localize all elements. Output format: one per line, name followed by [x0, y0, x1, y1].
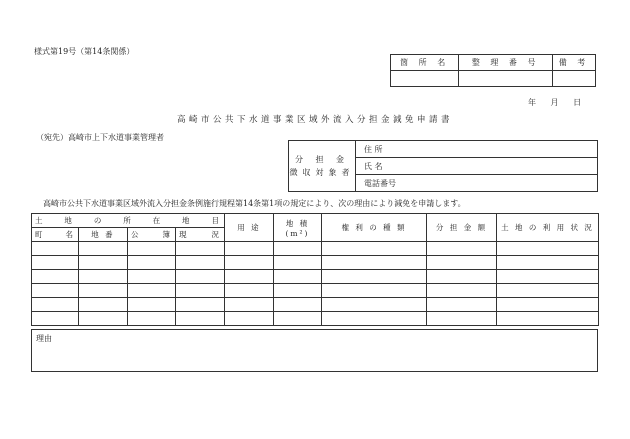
location-char-4: 所: [123, 216, 133, 225]
land-cell[interactable]: [176, 256, 225, 270]
land-cell[interactable]: [128, 284, 176, 298]
land-cell[interactable]: [79, 270, 128, 284]
land-cell[interactable]: [225, 242, 274, 256]
land-cell[interactable]: [176, 242, 225, 256]
land-cell[interactable]: [322, 270, 427, 284]
official-char-2: 簿: [162, 230, 172, 239]
office-header-row: [391, 55, 596, 71]
town-char-1: 町: [35, 230, 45, 239]
table-row: [32, 270, 599, 284]
land-cell[interactable]: [497, 284, 599, 298]
land-cell[interactable]: [497, 312, 599, 326]
office-remarks-header: 備 考: [552, 55, 595, 71]
land-cell[interactable]: [497, 298, 599, 312]
land-cell[interactable]: [274, 298, 322, 312]
location-char-7: 目: [211, 216, 221, 225]
application-statement: 高崎市公共下水道事業区域外流入分担金条例施行規程第14条第1項の規定により、次の理由により減免を申請します。: [43, 199, 466, 208]
applicant-group-label-line1: 分 担 金: [294, 155, 350, 164]
land-cell[interactable]: [322, 298, 427, 312]
land-cell[interactable]: [225, 256, 274, 270]
town-char-2: 名: [65, 230, 75, 239]
table-row: [32, 298, 599, 312]
land-cell[interactable]: [427, 312, 497, 326]
land-cell[interactable]: [322, 284, 427, 298]
land-cell[interactable]: [225, 270, 274, 284]
office-use-table: [390, 54, 596, 87]
land-cell[interactable]: [274, 256, 322, 270]
applicant-table: [288, 140, 598, 192]
land-cell[interactable]: [128, 270, 176, 284]
current-category-header: [176, 228, 225, 242]
land-cell[interactable]: [225, 312, 274, 326]
land-cell[interactable]: [497, 270, 599, 284]
land-cell[interactable]: [32, 312, 79, 326]
land-cell[interactable]: [79, 284, 128, 298]
land-cell[interactable]: [176, 298, 225, 312]
land-cell[interactable]: [225, 284, 274, 298]
land-cell[interactable]: [427, 242, 497, 256]
land-cell[interactable]: [32, 270, 79, 284]
table-row: [32, 312, 599, 326]
land-cell[interactable]: [176, 284, 225, 298]
reason-label: 理由: [36, 334, 52, 343]
land-table: [31, 213, 599, 326]
office-remarks-cell[interactable]: [552, 71, 595, 87]
land-cell[interactable]: [32, 256, 79, 270]
land-cell[interactable]: [497, 242, 599, 256]
rights-type-header: 権 利 の 種 類: [322, 214, 427, 242]
use-header: 用 途: [225, 214, 274, 242]
land-cell[interactable]: [32, 284, 79, 298]
land-cell[interactable]: [497, 256, 599, 270]
name-label: 氏 名: [364, 161, 383, 171]
applicant-address-row: [289, 141, 598, 158]
land-cell[interactable]: [427, 284, 497, 298]
land-cell[interactable]: [322, 312, 427, 326]
area-unit: (m²): [285, 228, 310, 238]
lot-number-header: 地 番: [79, 228, 128, 242]
applicant-group-label: [289, 141, 356, 192]
applicant-name-field[interactable]: [356, 158, 598, 175]
date-line: 年 月 日: [528, 98, 582, 107]
land-cell[interactable]: [176, 312, 225, 326]
addressee: （宛先）高崎市上下水道事業管理者: [36, 133, 164, 142]
current-char-1: 現: [179, 230, 189, 239]
land-cell[interactable]: [79, 256, 128, 270]
land-cell[interactable]: [32, 242, 79, 256]
official-char-1: 公: [131, 230, 141, 239]
land-cell[interactable]: [128, 312, 176, 326]
table-row: [32, 242, 599, 256]
phone-label: 電話番号: [364, 178, 396, 188]
land-cell[interactable]: [427, 256, 497, 270]
form-number: 様式第19号（第14条関係）: [34, 47, 135, 56]
office-reference-number-header: 整 理 番 号: [459, 55, 553, 71]
land-rows: [32, 242, 599, 326]
land-cell[interactable]: [322, 242, 427, 256]
office-value-row: [391, 71, 596, 87]
table-row: [32, 284, 599, 298]
land-cell[interactable]: [274, 270, 322, 284]
land-header-row-1: [32, 214, 599, 228]
land-cell[interactable]: [427, 298, 497, 312]
location-char-5: 在: [152, 216, 163, 225]
applicant-phone-field[interactable]: [356, 175, 598, 192]
applicant-address-field[interactable]: [356, 141, 598, 158]
form-title: 高崎市公共下水道事業区域外流入分担金減免申請書: [176, 115, 453, 125]
land-cell[interactable]: [32, 298, 79, 312]
land-use-status-header: 土 地 の 利 用 状 況: [497, 214, 599, 242]
office-reference-number-cell[interactable]: [459, 71, 553, 87]
location-char-2: 地: [64, 216, 74, 225]
location-char-3: の: [93, 216, 104, 225]
land-cell[interactable]: [79, 242, 128, 256]
address-label: 住 所: [364, 144, 383, 154]
land-cell[interactable]: [274, 242, 322, 256]
area-label: 地 積: [285, 218, 310, 228]
land-cell[interactable]: [79, 312, 128, 326]
land-cell[interactable]: [322, 256, 427, 270]
town-header: [32, 228, 79, 242]
land-cell[interactable]: [176, 270, 225, 284]
land-cell[interactable]: [225, 298, 274, 312]
location-header: [32, 214, 225, 228]
land-cell[interactable]: [128, 256, 176, 270]
reason-box[interactable]: [31, 329, 598, 372]
location-char-6: 地: [182, 216, 192, 225]
location-char-1: 土: [35, 216, 45, 225]
area-header: [274, 214, 322, 242]
applicant-group-label-line2: 徴収対象者: [289, 168, 355, 177]
office-location-header: 箇 所 名: [391, 55, 459, 71]
land-cell[interactable]: [128, 298, 176, 312]
official-category-header: [128, 228, 176, 242]
office-location-cell[interactable]: [391, 71, 459, 87]
land-cell[interactable]: [128, 242, 176, 256]
current-char-2: 況: [211, 230, 221, 239]
table-row: [32, 256, 599, 270]
land-cell[interactable]: [274, 312, 322, 326]
land-cell[interactable]: [274, 284, 322, 298]
contribution-amount-header: 分 担 金 額: [427, 214, 497, 242]
land-cell[interactable]: [79, 298, 128, 312]
land-cell[interactable]: [427, 270, 497, 284]
